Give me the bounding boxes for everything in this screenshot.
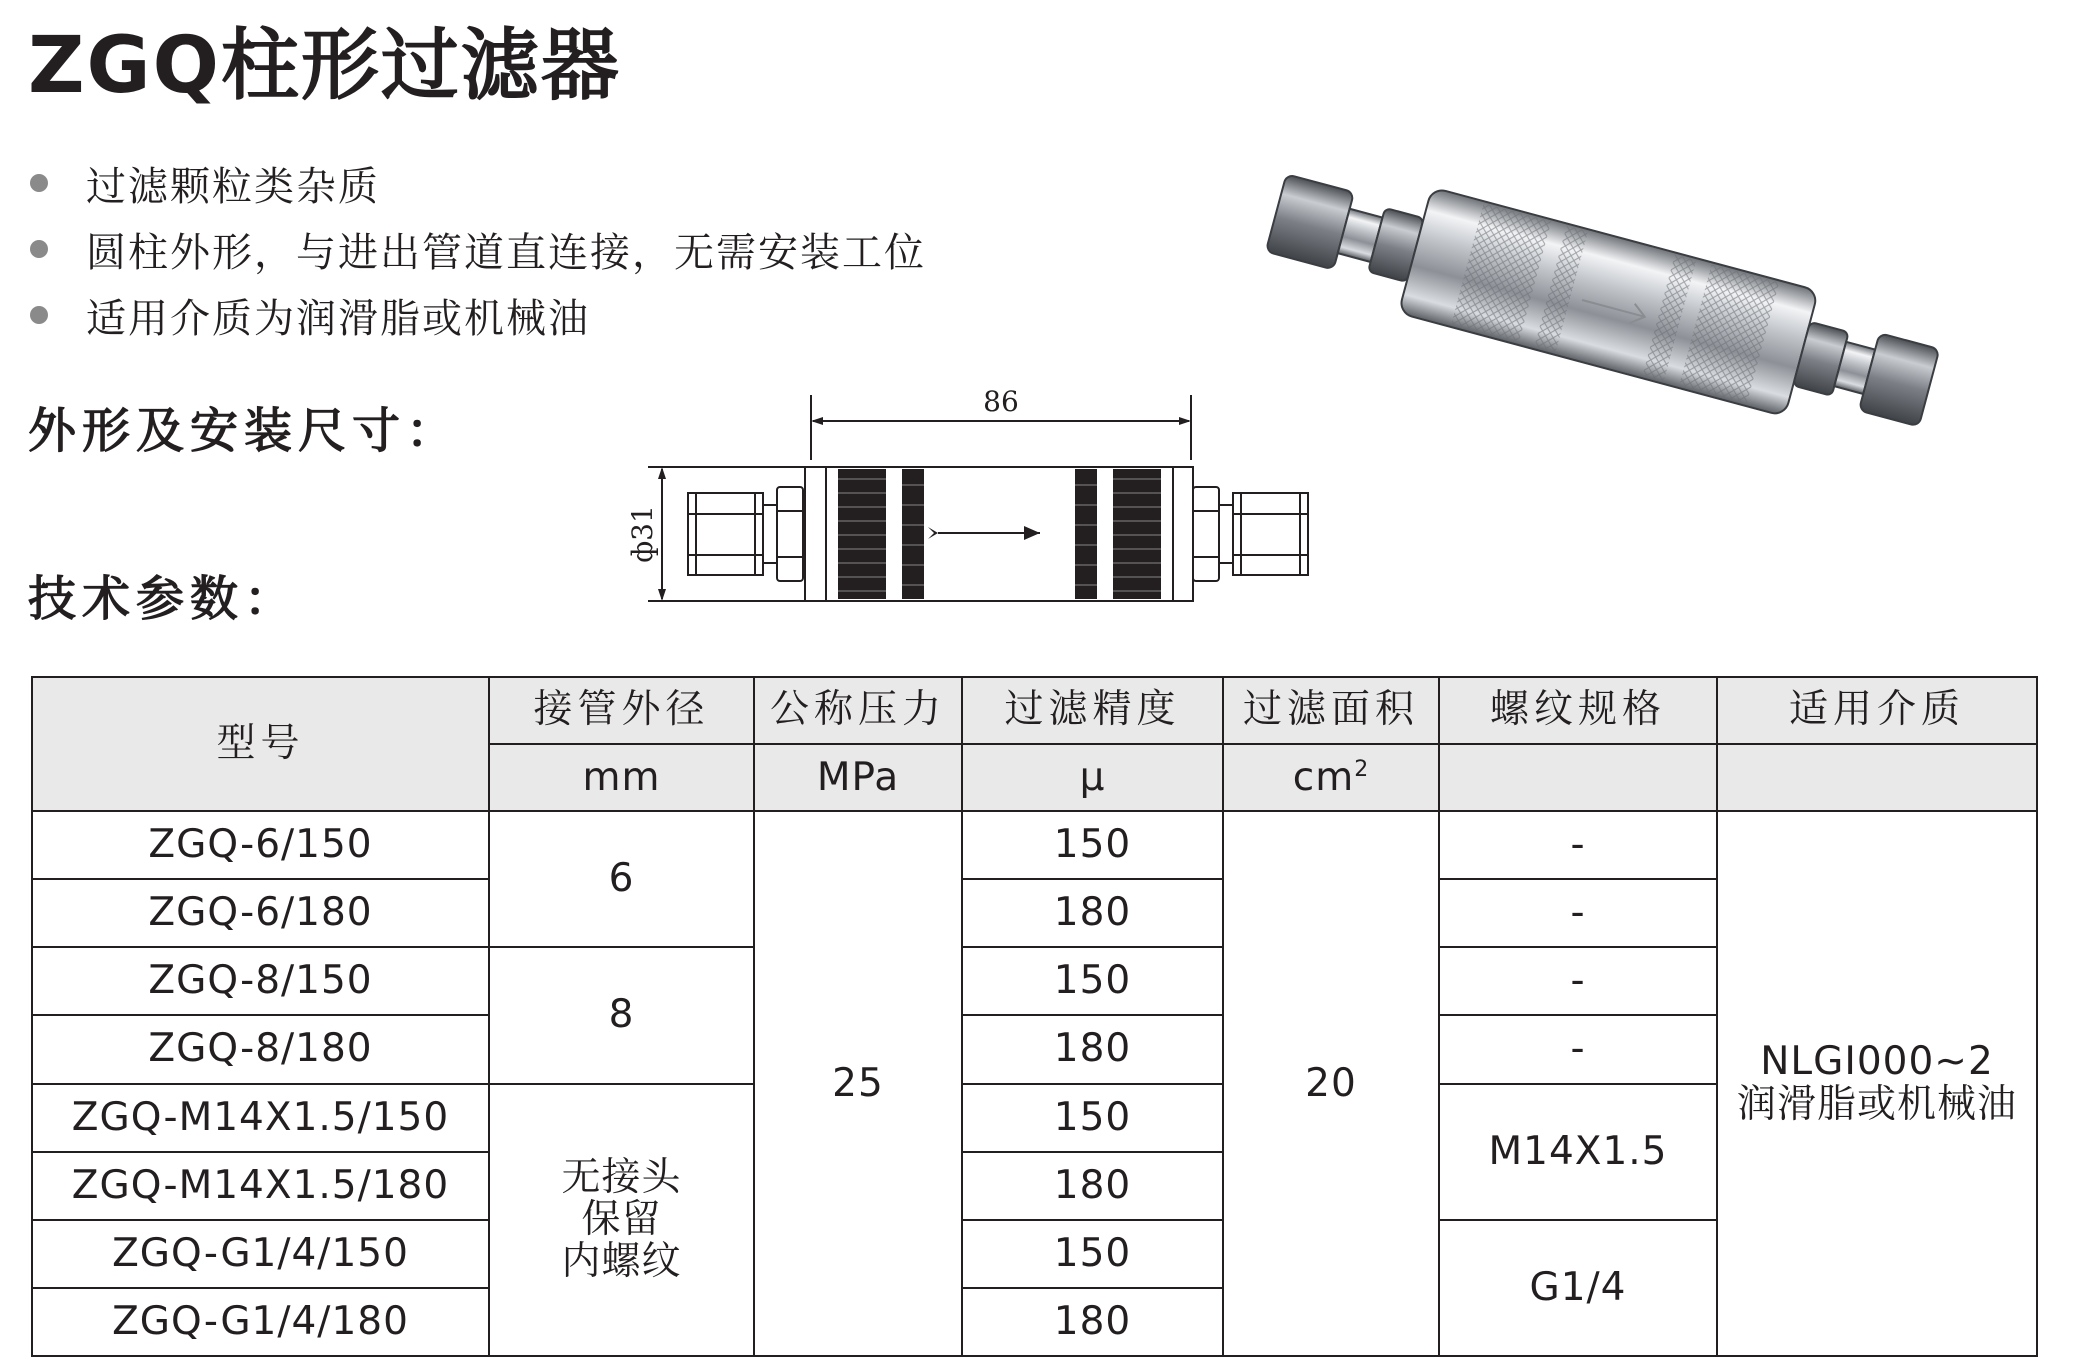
thread-cell: - xyxy=(1439,1015,1717,1083)
bullet-icon xyxy=(30,240,48,258)
model-cell: ZGQ-M14X1.5/180 xyxy=(32,1152,489,1220)
area-cell: 20 xyxy=(1223,811,1439,1356)
filter-product-photo xyxy=(1250,165,1950,455)
thread-cell: - xyxy=(1439,879,1717,947)
model-cell: ZGQ-M14X1.5/150 xyxy=(32,1084,489,1152)
table-row xyxy=(32,811,2037,879)
model-cell: ZGQ-G1/4/180 xyxy=(32,1288,489,1356)
dimension-drawing xyxy=(620,375,1340,615)
feature-text: 适用介质为润滑脂或机械油 xyxy=(86,295,590,342)
header-model: 型号 xyxy=(32,677,489,811)
header-pipe-od: 接管外径 xyxy=(489,677,754,744)
header-area: 过滤面积 xyxy=(1223,677,1439,744)
feature-text: 过滤颗粒类杂质 xyxy=(86,163,380,210)
precision-cell: 180 xyxy=(962,1152,1223,1220)
feature-text: 圆柱外形，与进出管道直连接，无需安装工位 xyxy=(86,229,926,276)
header-thread: 螺纹规格 xyxy=(1439,677,1717,744)
header-pressure: 公称压力 xyxy=(754,677,962,744)
unit-thread xyxy=(1439,744,1717,811)
model-cell: ZGQ-6/180 xyxy=(32,879,489,947)
pipe-od-cell: 8 xyxy=(489,947,754,1083)
medium-line: 润滑脂或机械油 xyxy=(1736,1081,2017,1127)
medium-cell xyxy=(1717,811,2037,1356)
pipe-od-line: 内螺纹 xyxy=(561,1238,682,1284)
medium-line: NLGI000~2 xyxy=(1760,1039,1994,1085)
pipe-od-line: 保留 xyxy=(581,1196,662,1242)
model-cell: ZGQ-G1/4/150 xyxy=(32,1220,489,1288)
thread-cell: M14X1.5 xyxy=(1439,1084,1717,1220)
diameter-dimension-label: ф31 xyxy=(626,505,659,563)
header-precision: 过滤精度 xyxy=(962,677,1223,744)
model-cell: ZGQ-6/150 xyxy=(32,811,489,879)
header-medium: 适用介质 xyxy=(1717,677,2037,744)
unit-area-exponent: 2 xyxy=(1354,756,1370,782)
unit-pipe-od: mm xyxy=(489,744,754,811)
precision-cell: 180 xyxy=(962,1015,1223,1083)
thread-cell: G1/4 xyxy=(1439,1220,1717,1356)
feature-item xyxy=(28,282,926,348)
precision-cell: 180 xyxy=(962,879,1223,947)
technical-heading: 技术参数： xyxy=(28,571,299,627)
unit-area-base: cm xyxy=(1292,754,1355,800)
header-row xyxy=(32,677,2037,744)
precision-cell: 150 xyxy=(962,1084,1223,1152)
spec-table xyxy=(31,676,2038,1357)
pipe-od-line: 无接头 xyxy=(561,1154,682,1200)
feature-item xyxy=(28,216,926,282)
unit-precision: μ xyxy=(962,744,1223,811)
precision-cell: 150 xyxy=(962,811,1223,879)
length-dimension-label: 86 xyxy=(983,385,1019,418)
model-cell: ZGQ-8/150 xyxy=(32,947,489,1015)
feature-list xyxy=(28,150,926,348)
pipe-od-cell: 6 xyxy=(489,811,754,947)
precision-cell: 180 xyxy=(962,1288,1223,1356)
page-title: ZGQ柱形过滤器 xyxy=(28,21,621,111)
unit-medium xyxy=(1717,744,2037,811)
precision-cell: 150 xyxy=(962,1220,1223,1288)
precision-cell: 150 xyxy=(962,947,1223,1015)
pressure-cell: 25 xyxy=(754,811,962,1356)
model-cell: ZGQ-8/180 xyxy=(32,1015,489,1083)
unit-pressure: MPa xyxy=(754,744,962,811)
thread-cell: - xyxy=(1439,811,1717,879)
bullet-icon xyxy=(30,306,48,324)
bullet-icon xyxy=(30,174,48,192)
feature-item xyxy=(28,150,926,216)
thread-cell: - xyxy=(1439,947,1717,1015)
dimensions-heading: 外形及安装尺寸： xyxy=(28,403,461,459)
unit-area xyxy=(1223,744,1439,811)
pipe-od-cell xyxy=(489,1084,754,1356)
